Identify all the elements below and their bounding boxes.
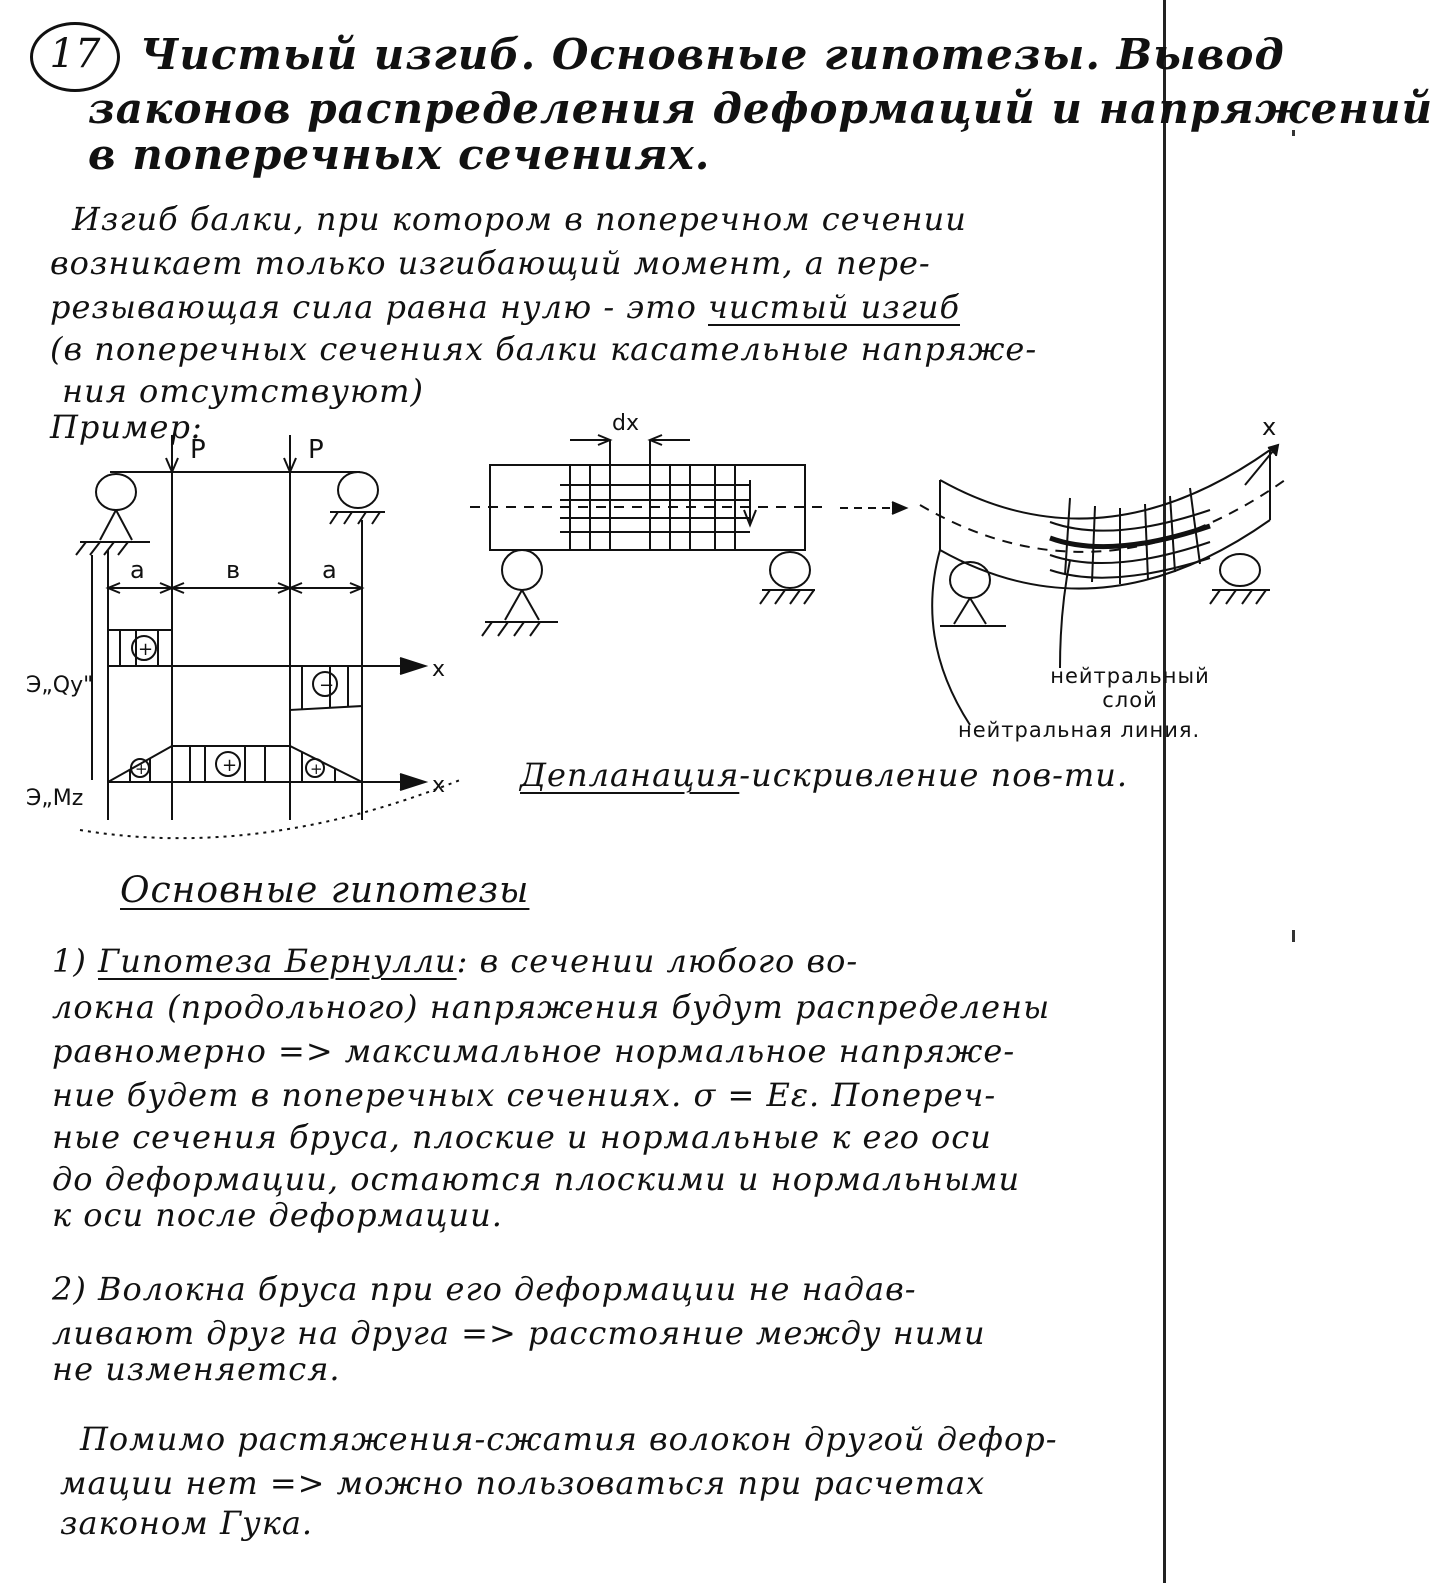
right-support-roller xyxy=(338,472,378,508)
hypothesis-1-line-1 xyxy=(52,942,858,980)
hypothesis-1-number: 1) xyxy=(52,942,87,980)
load-label-2: P xyxy=(308,435,324,465)
hypothesis-1-line-3: равномерно => максимальное нормальное напряже- xyxy=(52,1032,1016,1070)
shear-diagram-label: Э„Qy" xyxy=(26,673,94,698)
hypothesis-2-line-1: 2) Волокна бруса при его деформации не надав- xyxy=(52,1270,917,1308)
moment-diagram-label: Э„Mz xyxy=(26,786,84,811)
hypothesis-1-line-4: ние будет в поперечных сечениях. σ = Eε. Попереч- xyxy=(52,1076,997,1114)
definition-line-4: (в поперечных сечениях балки касательные напряже- xyxy=(50,330,1038,368)
deplanation-definition: -искривление пов-ти. xyxy=(739,756,1129,794)
definition-line-2: возникает только изгибающий момент, а пере- xyxy=(50,244,931,282)
beam-top-edge xyxy=(940,450,1270,519)
speck xyxy=(1292,930,1295,942)
moment-sign-plus-1: + xyxy=(135,760,148,778)
dim-b: в xyxy=(226,556,241,584)
example-label: Пример: xyxy=(50,408,203,446)
shear-sign-plus: + xyxy=(138,639,154,660)
moment-sign-plus-3: + xyxy=(310,760,323,778)
title-line-1: Чистый изгиб. Основные гипотезы. Вывод xyxy=(140,30,1285,79)
bent-beam-axis-label: x xyxy=(1262,413,1277,441)
neutral-layer-leader xyxy=(1060,560,1070,668)
beam-diagram xyxy=(26,420,470,850)
neutral-line-label: нейтральная линия. xyxy=(958,718,1201,742)
hypothesis-1-line-7: к оси после деформации. xyxy=(52,1196,503,1234)
conclusion-line-2: мации нет => можно пользоваться при расчетах xyxy=(60,1464,986,1502)
conclusion-line-1: Помимо растяжения-сжатия волокон другой дефор- xyxy=(80,1420,1058,1458)
hypothesis-2-line-2: ливают друг на друга => расстояние между ними xyxy=(52,1314,986,1352)
definition-line-5: ния отсутствуют) xyxy=(62,372,424,410)
dim-a-right: a xyxy=(322,556,337,584)
ticket-number-circle xyxy=(30,22,120,92)
hypothesis-1-line-5: ные сечения бруса, плоские и нормальные к его оси xyxy=(52,1118,992,1156)
hypothesis-1-line-2: локна (продольного) напряжения будут распределены xyxy=(52,988,1051,1026)
hypotheses-heading: Основные гипотезы xyxy=(120,870,530,911)
hypothesis-1-line-1-text: : в сечении любого во- xyxy=(456,942,859,980)
hypothesis-2-line-3: не изменяется. xyxy=(52,1350,341,1388)
shear-axis-label: x xyxy=(432,657,446,682)
load-label-1: P xyxy=(190,435,206,465)
deplanation-line xyxy=(520,756,1128,794)
beam-element xyxy=(490,465,805,550)
title-line-3: в поперечных сечениях. xyxy=(88,130,711,179)
ticket-number: 17 xyxy=(49,31,101,77)
definition-line-3-text: резывающая сила равна нулю - это xyxy=(50,288,697,326)
definition-line-1: Изгиб балки, при котором в поперечном сечении xyxy=(72,200,967,238)
hypothesis-1-line-6: до деформации, остаются плоскими и нормальными xyxy=(52,1160,1021,1198)
definition-line-3 xyxy=(50,288,960,326)
pure-bending-term: чистый изгиб xyxy=(708,288,960,326)
dim-a-left: a xyxy=(130,556,145,584)
title-line-2: законов распределения деформаций и напряжений xyxy=(88,84,1433,133)
neutral-layer-label: нейтральный слой xyxy=(1050,664,1210,712)
dx-label: dx xyxy=(612,411,639,436)
moment-sign-plus-2: + xyxy=(222,755,238,776)
left-support-roller xyxy=(96,474,136,510)
bernoulli-hypothesis-term: Гипотеза Бернулли xyxy=(98,942,457,980)
conclusion-line-3: законом Гука. xyxy=(60,1504,314,1542)
moment-axis-label: x xyxy=(432,773,446,798)
page-edge-line xyxy=(1163,0,1166,1583)
shear-sign-minus: − xyxy=(319,675,335,696)
beam-grid-diagram xyxy=(480,410,920,650)
deplanation-term: Депланация xyxy=(520,756,740,794)
